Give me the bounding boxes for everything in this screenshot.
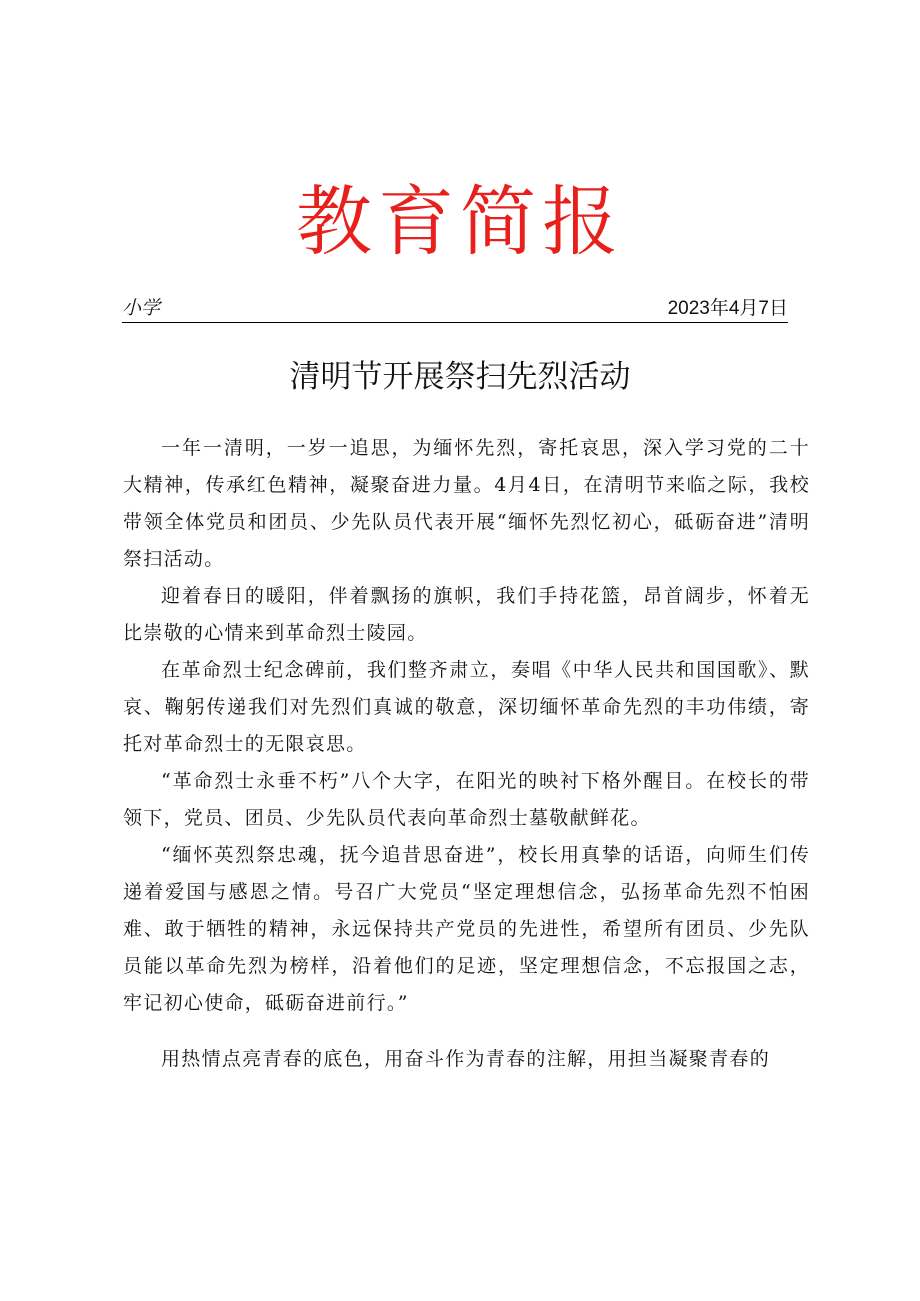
article-paragraph: 一年一清明，一岁一追思，为缅怀先烈，寄托哀思，深入学习党的二十大精神，传承红色精神，凝聚奋进力量。4月4日，在清明节来临之际，我校带领全体党员和团员、少先队员代表开展“缅怀先烈忆初心，砥砺奋进”清明祭扫活动。: [123, 437, 810, 570]
article-paragraph: 用热情点亮青春的底色，用奋斗作为青春的注解，用担当凝聚青春的: [161, 1048, 771, 1070]
school-name: 小学: [122, 298, 161, 319]
issue-date: 2023年4月7日: [667, 298, 788, 319]
article-paragraph: 在革命烈士纪念碑前，我们整齐肃立，奏唱《中华人民共和国国歌》、默哀、鞠躬传递我们对先烈们真诚的敬意，深切缅怀革命先烈的丰功伟绩，寄托对革命烈士的无限哀思。: [123, 659, 810, 755]
newsletter-masthead-title: 教育简报: [296, 177, 624, 266]
article-headline: 清明节开展祭扫先烈活动: [289, 359, 631, 395]
article-paragraph: 迎着春日的暖阳，伴着飘扬的旗帜，我们手持花篮，昂首阔步，怀着无比崇敬的心情来到革命烈士陵园。: [123, 585, 810, 644]
article-paragraph: “缅怀英烈祭忠魂，抚今追昔思奋进”，校长用真挚的话语，向师生们传递着爱国与感恩之情。号召广大党员“坚定理想信念，弘扬革命先烈不怕困难、敢于牺牲的精神，永远保持共产党员的先进性，希望所有团员、少先队员能以革命先烈为榜样，沿着他们的足迹，坚定理想信念，不忘报国之志，牢记初心使命，砥砺奋进前行。”: [123, 844, 810, 1014]
dateline-bar: [122, 296, 788, 323]
article-paragraph: “革命烈士永垂不朽”八个大字，在阳光的映衬下格外醒目。在校长的带领下，党员、团员、少先队员代表向革命烈士墓敬献鲜花。: [123, 770, 810, 829]
article-body: [123, 430, 810, 1078]
